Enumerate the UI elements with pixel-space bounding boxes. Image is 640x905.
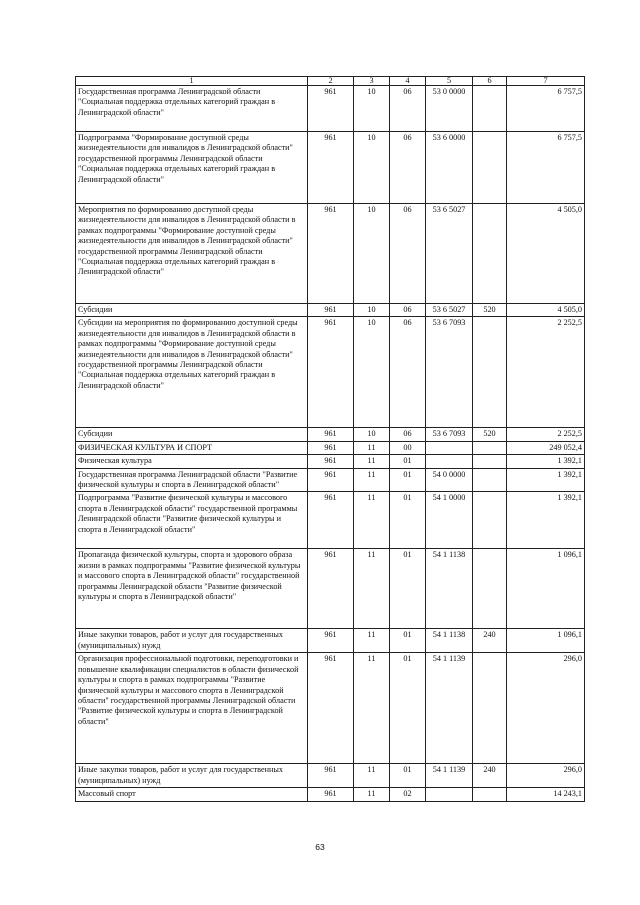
header-cell: 3 (354, 77, 390, 86)
row-ved-code: 961 (308, 549, 354, 629)
page-number: 63 (315, 842, 325, 852)
row-target-article: 53 6 0000 (426, 132, 473, 204)
row-subsection: 02 (390, 788, 426, 801)
row-section: 10 (354, 317, 390, 428)
row-section: 11 (354, 441, 390, 454)
row-expense-type (473, 549, 507, 629)
row-target-article: 54 1 1139 (426, 764, 473, 788)
row-name: Подпрограмма "Развитие физической культуры и массового спорта в Ленинградской области" государственной программы Ленинградской области "Развитие физической культуры и спорта в Ленинградской области" (76, 492, 308, 549)
row-name: Субсидии (76, 428, 308, 441)
row-expense-type: 520 (473, 428, 507, 441)
row-ved-code: 961 (308, 304, 354, 317)
row-ved-code: 961 (308, 86, 354, 132)
row-section: 10 (354, 204, 390, 304)
row-target-article: 53 6 5027 (426, 204, 473, 304)
row-ved-code: 961 (308, 764, 354, 788)
row-name: Мероприятия по формированию доступной среды жизнедеятельности для инвалидов в Ленинградской области в рамках подпрограммы "Формирование доступной среды жизнедеятельности для инвалидов в Ленинградской области" государственной программы Ленинградской области "Социальная поддержка отдельных категорий граждан в Ленинградской области" (76, 204, 308, 304)
row-expense-type (473, 204, 507, 304)
row-ved-code: 961 (308, 204, 354, 304)
row-subsection: 01 (390, 653, 426, 764)
row-name: Массовый спорт (76, 788, 308, 801)
table-row (76, 132, 585, 204)
row-expense-type: 240 (473, 629, 507, 653)
row-amount: 1 392,1 (507, 492, 585, 549)
row-name: Субсидии на мероприятия по формированию доступной среды жизнедеятельности для инвалидов в Ленинградской области в рамках подпрограммы "Формирование доступной среды жизнедеятельности для инвалидов в Ленинградской области" государственной программы Ленинградской области "Социальная поддержка отдельных категорий граждан в Ленинградской области" (76, 317, 308, 428)
row-subsection: 01 (390, 764, 426, 788)
row-target-article: 53 6 7093 (426, 317, 473, 428)
table-row (76, 204, 585, 304)
row-expense-type (473, 86, 507, 132)
table-row (76, 653, 585, 764)
table-row (76, 492, 585, 549)
table-row (76, 549, 585, 629)
row-amount: 6 757,5 (507, 86, 585, 132)
row-ved-code: 961 (308, 455, 354, 468)
row-name: Подпрограмма "Формирование доступной среды жизнедеятельности для инвалидов в Ленинградской области" государственной программы Ленинградской области "Социальная поддержка отдельных категорий граждан в Ленинградской области" (76, 132, 308, 204)
row-target-article: 54 1 1139 (426, 653, 473, 764)
row-amount: 6 757,5 (507, 132, 585, 204)
table-body (76, 77, 585, 802)
row-expense-type: 240 (473, 764, 507, 788)
row-amount: 14 243,1 (507, 788, 585, 801)
row-ved-code: 961 (308, 441, 354, 454)
row-amount: 1 392,1 (507, 455, 585, 468)
row-target-article (426, 441, 473, 454)
row-target-article: 53 0 0000 (426, 86, 473, 132)
row-section: 11 (354, 764, 390, 788)
row-section: 11 (354, 455, 390, 468)
row-target-article: 54 1 1138 (426, 629, 473, 653)
row-subsection: 06 (390, 132, 426, 204)
row-subsection: 01 (390, 492, 426, 549)
row-amount: 249 052,4 (507, 441, 585, 454)
row-section: 11 (354, 788, 390, 801)
row-section: 10 (354, 86, 390, 132)
row-target-article: 53 6 5027 (426, 304, 473, 317)
row-expense-type (473, 468, 507, 492)
table-row (76, 455, 585, 468)
row-subsection: 01 (390, 455, 426, 468)
row-ved-code: 961 (308, 468, 354, 492)
table-row (76, 788, 585, 801)
row-section: 11 (354, 468, 390, 492)
row-amount: 1 096,1 (507, 629, 585, 653)
row-expense-type (473, 492, 507, 549)
row-expense-type (473, 441, 507, 454)
row-name: Государственная программа Ленинградской области "Развитие физической культуры и спорта в Ленинградской области" (76, 468, 308, 492)
header-cell: 2 (308, 77, 354, 86)
row-ved-code: 961 (308, 428, 354, 441)
row-ved-code: 961 (308, 653, 354, 764)
row-expense-type (473, 455, 507, 468)
row-name: Иные закупки товаров, работ и услуг для государственных (муниципальных) нужд (76, 629, 308, 653)
row-expense-type (473, 132, 507, 204)
row-amount: 2 252,5 (507, 317, 585, 428)
row-subsection: 00 (390, 441, 426, 454)
header-cell: 7 (507, 77, 585, 86)
row-target-article: 53 6 7093 (426, 428, 473, 441)
table-row (76, 764, 585, 788)
row-subsection: 01 (390, 468, 426, 492)
header-cell: 6 (473, 77, 507, 86)
row-subsection: 01 (390, 629, 426, 653)
row-amount: 4 505,0 (507, 204, 585, 304)
row-expense-type (473, 317, 507, 428)
row-subsection: 06 (390, 86, 426, 132)
row-amount: 2 252,5 (507, 428, 585, 441)
row-subsection: 01 (390, 549, 426, 629)
row-expense-type (473, 788, 507, 801)
row-name: Иные закупки товаров, работ и услуг для государственных (муниципальных) нужд (76, 764, 308, 788)
header-cell: 5 (426, 77, 473, 86)
row-target-article: 54 1 0000 (426, 492, 473, 549)
table-row (76, 86, 585, 132)
row-name: Субсидии (76, 304, 308, 317)
row-section: 11 (354, 629, 390, 653)
row-subsection: 06 (390, 428, 426, 441)
row-ved-code: 961 (308, 629, 354, 653)
row-target-article (426, 455, 473, 468)
table-row (76, 304, 585, 317)
row-subsection: 06 (390, 317, 426, 428)
row-amount: 1 392,1 (507, 468, 585, 492)
table-row (76, 629, 585, 653)
row-target-article (426, 788, 473, 801)
table-row (76, 468, 585, 492)
row-amount: 4 505,0 (507, 304, 585, 317)
row-ved-code: 961 (308, 132, 354, 204)
row-name: ФИЗИЧЕСКАЯ КУЛЬТУРА И СПОРТ (76, 441, 308, 454)
budget-table (75, 76, 585, 802)
row-name: Организация профессиональной подготовки, переподготовки и повышение квалификации специалистов в области физической культуры и спорта в рамках подпрограммы "Развитие физической культуры и массового спорта в Ленинградской области" государственной программы Ленинградской области "Развитие физической культуры и спорта в Ленинградской области" (76, 653, 308, 764)
row-expense-type (473, 653, 507, 764)
row-ved-code: 961 (308, 317, 354, 428)
row-name: Пропаганда физической культуры, спорта и здорового образа жизни в рамках подпрограммы "Развитие физической культуры и массового спорта в Ленинградской области" государственной программы Ленинградской области "Развитие физической культуры и спорта в Ленинградской области" (76, 549, 308, 629)
row-section: 11 (354, 492, 390, 549)
row-amount: 296,0 (507, 764, 585, 788)
row-section: 10 (354, 132, 390, 204)
row-section: 11 (354, 653, 390, 764)
row-section: 10 (354, 428, 390, 441)
row-section: 11 (354, 549, 390, 629)
row-subsection: 06 (390, 304, 426, 317)
row-ved-code: 961 (308, 492, 354, 549)
row-amount: 1 096,1 (507, 549, 585, 629)
row-name: Физическая культура (76, 455, 308, 468)
row-target-article: 54 0 0000 (426, 468, 473, 492)
row-ved-code: 961 (308, 788, 354, 801)
row-target-article: 54 1 1138 (426, 549, 473, 629)
header-row (76, 77, 585, 86)
header-cell: 4 (390, 77, 426, 86)
table-row (76, 441, 585, 454)
table-row (76, 428, 585, 441)
table-row (76, 317, 585, 428)
row-section: 10 (354, 304, 390, 317)
row-subsection: 06 (390, 204, 426, 304)
row-expense-type: 520 (473, 304, 507, 317)
header-cell: 1 (76, 77, 308, 86)
row-amount: 296,0 (507, 653, 585, 764)
row-name: Государственная программа Ленинградской области "Социальная поддержка отдельных категорий граждан в Ленинградской области" (76, 86, 308, 132)
